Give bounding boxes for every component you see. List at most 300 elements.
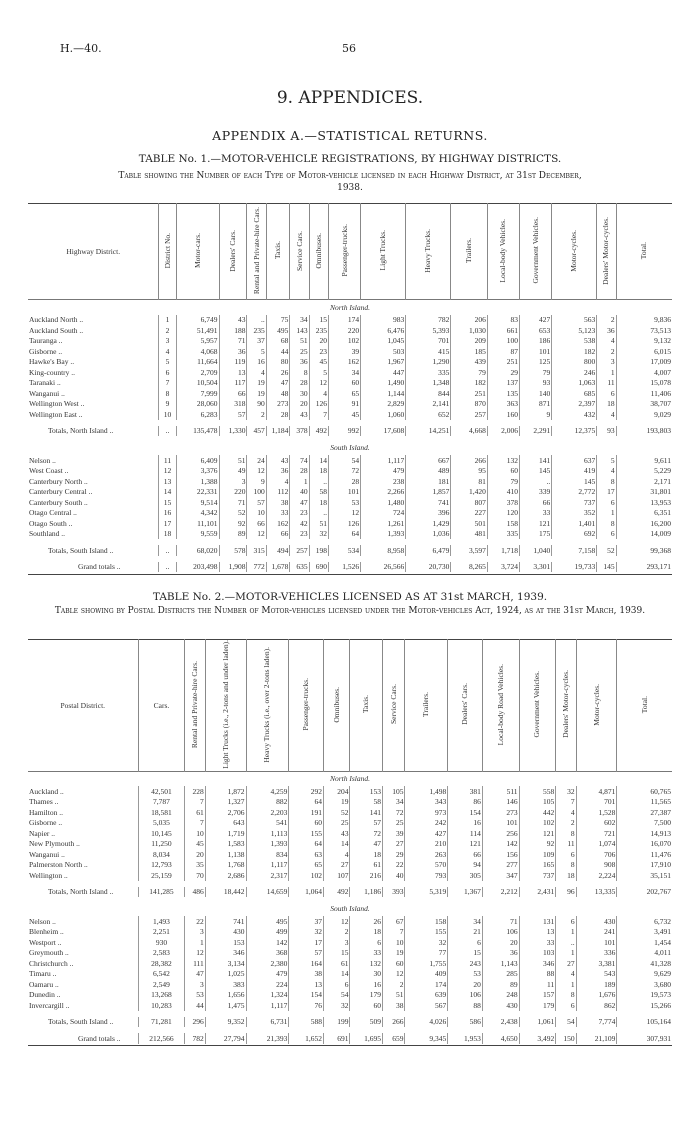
table-cell: 64: [328, 529, 360, 540]
table-cell: 19: [247, 388, 266, 399]
table-cell: 9: [520, 409, 552, 420]
table-cell: 26: [350, 916, 383, 927]
table-cell: 13,335: [576, 887, 617, 898]
table-cell: 7,999: [176, 388, 219, 399]
table-row: [28, 839, 672, 850]
table-cell: 13: [219, 367, 247, 378]
table-cell: 5,319: [405, 887, 448, 898]
table-cell: 383: [205, 979, 246, 990]
table-cell: 1,967: [361, 357, 406, 368]
table-cell: 47: [290, 497, 309, 508]
table-cell: 2,583: [138, 948, 185, 959]
table-cell: 228: [185, 786, 205, 797]
section-label-row: [28, 300, 672, 315]
section-label: North Island.: [329, 302, 370, 312]
table-cell: 79: [487, 476, 519, 487]
column-header-label: Motor-cars.: [192, 232, 202, 269]
table-cell: 578: [219, 545, 247, 556]
table-cell: 66: [219, 388, 247, 399]
table-cell: 43: [323, 828, 349, 839]
table-cell: 667: [406, 455, 451, 466]
table-cell: 11,250: [138, 839, 185, 850]
table-cell: 3: [185, 979, 205, 990]
table-cell: 495: [246, 916, 289, 927]
table-cell: 61: [185, 807, 205, 818]
table-cell: 5: [309, 367, 328, 378]
column-header-label: Dealers' Cars.: [228, 229, 238, 272]
table-cell: 11,476: [617, 849, 672, 860]
section-heading: 9. APPENDICES.: [276, 88, 424, 108]
table-cell: 23: [290, 529, 309, 540]
table-cell: 9,836: [616, 315, 672, 326]
column-header: [247, 204, 266, 300]
table-cell: 126: [328, 518, 360, 529]
table-cell: 165: [519, 860, 556, 871]
page-ref: H.—40.: [60, 42, 102, 55]
table-cell: 13: [289, 979, 324, 990]
table-cell: 3: [219, 476, 247, 487]
table-cell: 643: [205, 818, 246, 829]
table-cell: 652: [406, 409, 451, 420]
table-cell: 52: [219, 508, 247, 519]
column-header-label: Local-body Vehicles.: [498, 218, 508, 283]
table-cell: 2,431: [519, 887, 556, 898]
table-cell: 36: [597, 325, 616, 336]
table-cell: 257: [451, 409, 487, 420]
table-cell: 1: [556, 979, 576, 990]
table-cell: 11: [556, 839, 576, 850]
table-cell: 2,380: [246, 958, 289, 969]
table-cell: Southland ..: [29, 529, 66, 539]
table-cell: 4: [556, 969, 576, 980]
table-cell: 4,259: [246, 786, 289, 797]
table-cell: 80: [266, 357, 290, 368]
table-cell: Nelson ..: [29, 455, 56, 465]
table-cell: 32: [405, 937, 448, 948]
table-cell: 430: [205, 927, 246, 938]
table-cell: 27: [323, 860, 349, 871]
table-cell: West Coast ..: [29, 466, 69, 476]
table-cell: 156: [482, 849, 519, 860]
table-cell: 61: [350, 860, 383, 871]
table-cell: 60: [328, 378, 360, 389]
table-cell: 220: [219, 487, 247, 498]
table-cell: 47: [350, 839, 383, 850]
table-row: [28, 870, 672, 881]
table-cell: 570: [405, 860, 448, 871]
table-cell: 793: [405, 870, 448, 881]
column-header: [482, 640, 519, 772]
table-cell: 2: [323, 927, 349, 938]
table-cell: 12: [383, 969, 405, 980]
table-cell: 141,285: [138, 887, 185, 898]
table-cell: 6: [323, 979, 349, 990]
table-cell: 34: [290, 315, 309, 326]
table-cell: 18: [309, 466, 328, 477]
table-cell: 1,857: [406, 487, 451, 498]
table-cell: 38,707: [616, 399, 672, 410]
table-cell: 701: [406, 336, 451, 347]
table-cell: 1: [556, 927, 576, 938]
table-cell: 28: [290, 378, 309, 389]
table-cell: 415: [406, 346, 451, 357]
table-cell: 14: [323, 839, 349, 850]
table-cell: 21,393: [246, 1033, 289, 1044]
column-header: Cars.: [138, 640, 185, 772]
table-cell: 2,317: [246, 870, 289, 881]
table-cell: 2: [597, 346, 616, 357]
table-cell: 10,283: [138, 1000, 185, 1011]
table-cell: 2: [597, 315, 616, 326]
table-cell: 4: [309, 388, 328, 399]
table-cell: 101: [328, 487, 360, 498]
table-cell: 189: [576, 979, 617, 990]
table-cell: 19,733: [552, 562, 597, 573]
table-cell: 96: [556, 887, 576, 898]
table-row: [28, 336, 672, 347]
table-cell: 5,229: [616, 466, 672, 477]
table-cell: 185: [451, 346, 487, 357]
table-cell: 479: [246, 969, 289, 980]
table-cell: 266: [383, 1017, 405, 1028]
table-cell: 5: [159, 357, 176, 368]
column-header: [289, 640, 324, 772]
table-cell: 14: [159, 487, 176, 498]
table-cell: 396: [406, 508, 451, 519]
table-cell: 24: [247, 455, 266, 466]
table-cell: 32: [323, 1000, 349, 1011]
table-cell: 6: [159, 367, 176, 378]
table-cell: 409: [405, 969, 448, 980]
table-cell: ..: [247, 315, 266, 326]
column-header-label: Service Cars.: [388, 684, 398, 725]
table-cell: 11: [159, 455, 176, 466]
table-cell: 26: [266, 367, 290, 378]
column-header-label: Service Cars.: [294, 230, 304, 271]
table-cell: 35: [185, 860, 205, 871]
table-cell: 4: [323, 849, 349, 860]
table-cell: 6,542: [138, 969, 185, 980]
table-cell: 246: [552, 367, 597, 378]
table-cell: 154: [289, 990, 324, 1001]
table-cell: 378: [487, 497, 519, 508]
total-row: [28, 887, 672, 898]
table-cell: 43: [219, 315, 247, 326]
table-cell: 2,291: [520, 426, 552, 437]
column-header: [616, 204, 672, 300]
table-cell: 25: [323, 818, 349, 829]
table-cell: 72: [350, 828, 383, 839]
table-cell: 8: [159, 388, 176, 399]
total-row: [28, 545, 672, 556]
table-cell: Auckland North ..: [29, 315, 84, 325]
table-cell: ..: [556, 937, 576, 948]
table-cell: 10: [383, 937, 405, 948]
table-cell: ..: [159, 562, 176, 573]
table-cell: 112: [266, 487, 290, 498]
table-cell: 155: [289, 828, 324, 839]
table-cell: 47: [266, 378, 290, 389]
table-cell: 33: [520, 508, 552, 519]
table-cell: 538: [552, 336, 597, 347]
table-cell: 102: [519, 818, 556, 829]
table-cell: Wanganui ..: [29, 849, 65, 859]
table-cell: 27: [383, 839, 405, 850]
table-cell: 36: [482, 948, 519, 959]
table-row: [28, 508, 672, 519]
column-header-label: Government Vehicles.: [530, 217, 540, 284]
column-header: Postal District.: [60, 700, 106, 710]
table-cell: 54: [323, 990, 349, 1001]
table-cell: 77: [405, 948, 448, 959]
table-cell: 17,608: [361, 426, 406, 437]
table-cell: 3,301: [520, 562, 552, 573]
table-cell: 1,117: [246, 860, 289, 871]
table2: [28, 639, 672, 1046]
table-cell: 74: [290, 455, 309, 466]
table-cell: 8: [597, 476, 616, 487]
table-cell: 39: [328, 346, 360, 357]
table-cell: 95: [451, 466, 487, 477]
table-cell: 126: [309, 399, 328, 410]
table-cell: 30: [290, 388, 309, 399]
table-cell: 11,565: [617, 797, 672, 808]
table-cell: 9,029: [616, 409, 672, 420]
table-cell: 65: [289, 860, 324, 871]
table-cell: 2,829: [361, 399, 406, 410]
table-cell: 691: [323, 1033, 349, 1044]
table-cell: 343: [405, 797, 448, 808]
table-cell: 495: [266, 325, 290, 336]
column-header-label: Dealers' Cars.: [460, 683, 470, 726]
column-header: [205, 640, 246, 772]
table-cell: 51,491: [176, 325, 219, 336]
table-cell: 60: [487, 466, 519, 477]
table-cell: 1,040: [520, 545, 552, 556]
table-cell: 1,060: [361, 409, 406, 420]
table-cell: 347: [482, 870, 519, 881]
table-cell: 1,401: [552, 518, 597, 529]
table-cell: 38: [383, 1000, 405, 1011]
table-cell: 12: [309, 378, 328, 389]
table-cell: 2,171: [616, 476, 672, 487]
table-cell: 53: [328, 497, 360, 508]
table-row: [28, 969, 672, 980]
table-cell: 86: [448, 797, 483, 808]
table-cell: 5,035: [138, 818, 185, 829]
table-cell: 1,184: [266, 426, 290, 437]
table-cell: 4: [597, 409, 616, 420]
table-cell: 58: [309, 487, 328, 498]
table-cell: 1,388: [176, 476, 219, 487]
table-cell: Dunedin ..: [29, 990, 61, 1000]
table-cell: 16,200: [616, 518, 672, 529]
table-cell: 40: [383, 870, 405, 881]
table-cell: 14,009: [616, 529, 672, 540]
table-cell: 6,731: [246, 1017, 289, 1028]
table-cell: 25: [290, 346, 309, 357]
table-cell: 17,009: [616, 357, 672, 368]
table-cell: 1,908: [219, 562, 247, 573]
table-cell: 12: [185, 948, 205, 959]
table-row: [28, 325, 672, 336]
table-cell: 9,559: [176, 529, 219, 540]
column-header-label: Trailers.: [464, 238, 474, 263]
table-cell: 1,526: [328, 562, 360, 573]
table-cell: 701: [576, 797, 617, 808]
table-cell: 7: [383, 927, 405, 938]
table-cell: 511: [482, 786, 519, 797]
column-header: [328, 204, 360, 300]
table-cell: 12,375: [552, 426, 597, 437]
table-cell: 419: [552, 466, 597, 477]
table-cell: 241: [576, 927, 617, 938]
table-cell: 15,266: [617, 1000, 672, 1011]
table-cell: 543: [576, 969, 617, 980]
table2-subtitle: Table showing by Postal Districts the Number of Motor-vehicles licensed under the Motor-vehicles Act, 1924, as at the 31st March, 1939.: [54, 606, 646, 616]
table-row: [28, 367, 672, 378]
table-cell: 162: [328, 357, 360, 368]
table-row: [28, 357, 672, 368]
table-cell: Wellington ..: [29, 870, 68, 880]
column-header-label: Motor-cycles.: [591, 683, 601, 726]
table-cell: 72: [383, 807, 405, 818]
table-cell: 16: [159, 508, 176, 519]
table-cell: 1,348: [406, 378, 451, 389]
table-cell: 973: [405, 807, 448, 818]
table-cell: 285: [482, 969, 519, 980]
table-cell: 12: [247, 466, 266, 477]
table-cell: 71,281: [138, 1017, 185, 1028]
table-cell: 93: [520, 378, 552, 389]
table-cell: 35,151: [617, 870, 672, 881]
table-cell: 12,793: [138, 860, 185, 871]
table-cell: 8,034: [138, 849, 185, 860]
table-cell: 18,581: [138, 807, 185, 818]
table-cell: 430: [482, 1000, 519, 1011]
table-cell: 489: [406, 466, 451, 477]
column-header: [290, 204, 309, 300]
table-row: [28, 497, 672, 508]
table-cell: 908: [576, 860, 617, 871]
table-cell: 103: [519, 948, 556, 959]
table-cell: 637: [552, 455, 597, 466]
column-header: [176, 204, 219, 300]
table-cell: 52: [323, 807, 349, 818]
table-cell: 33: [519, 937, 556, 948]
table-cell: 4,650: [482, 1033, 519, 1044]
table-cell: Invercargill ..: [29, 1000, 70, 1010]
table-cell: ..: [159, 545, 176, 556]
table-cell: 296: [185, 1017, 205, 1028]
column-header-label: Passenger-trucks.: [301, 678, 311, 731]
table-cell: 266: [451, 455, 487, 466]
table-cell: 1,498: [405, 786, 448, 797]
table-cell: 2: [383, 979, 405, 990]
table-cell: 2: [556, 818, 576, 829]
table-cell: 73,513: [616, 325, 672, 336]
table-cell: 54: [556, 1017, 576, 1028]
table-cell: 724: [361, 508, 406, 519]
table-cell: 2,141: [406, 399, 451, 410]
table-cell: ..: [520, 476, 552, 487]
table-cell: 6: [597, 497, 616, 508]
table-cell: Timaru ..: [29, 969, 57, 979]
table-cell: 1,117: [246, 1000, 289, 1011]
table-cell: 34: [383, 797, 405, 808]
column-header-label: Local-body Road Vehicles.: [495, 663, 505, 746]
table-cell: 7: [309, 409, 328, 420]
table-cell: 12: [247, 529, 266, 540]
table-cell: Napier ..: [29, 828, 56, 838]
table-cell: 212,566: [138, 1033, 185, 1044]
table-cell: 153: [350, 786, 383, 797]
table-cell: 15: [448, 948, 483, 959]
table-cell: 121: [448, 839, 483, 850]
table-cell: 199: [323, 1017, 349, 1028]
table-cell: 33: [266, 508, 290, 519]
table-cell: 28: [328, 476, 360, 487]
table-cell: 145: [597, 562, 616, 573]
table-cell: 782: [185, 1033, 205, 1044]
table-cell: 102: [289, 870, 324, 881]
table-cell: 19: [247, 378, 266, 389]
table-cell: 1: [597, 367, 616, 378]
table-cell: 105: [519, 797, 556, 808]
column-header-label: Rental and Private-hire Cars.: [190, 660, 200, 748]
table-cell: Auckland South ..: [29, 325, 84, 335]
table-cell: 1,583: [205, 839, 246, 850]
table-cell: 1,490: [361, 378, 406, 389]
table-cell: 1,429: [406, 518, 451, 529]
table-cell: 16: [247, 357, 266, 368]
column-header-label: District No.: [162, 232, 172, 269]
table-cell: 2: [159, 325, 176, 336]
table-cell: 45: [185, 839, 205, 850]
table-cell: Westport ..: [29, 937, 62, 947]
table-row: [28, 860, 672, 871]
table-row: [28, 807, 672, 818]
table-cell: 4: [159, 346, 176, 357]
table-cell: 1,420: [451, 487, 487, 498]
column-header: [448, 640, 483, 772]
table-cell: 92: [519, 839, 556, 850]
table-cell: 586: [448, 1017, 483, 1028]
table-cell: 71: [219, 497, 247, 508]
table-cell: 534: [328, 545, 360, 556]
table-cell: 23: [290, 508, 309, 519]
table-cell: 2,709: [176, 367, 219, 378]
table-cell: 1,063: [552, 378, 597, 389]
table-cell: 164: [289, 958, 324, 969]
table-cell: 772: [247, 562, 266, 573]
table-cell: 105,164: [617, 1017, 672, 1028]
table-cell: 63: [289, 849, 324, 860]
table-cell: 2,397: [552, 399, 597, 410]
table-cell: 251: [451, 388, 487, 399]
table-row: [28, 466, 672, 477]
table-cell: 2,686: [205, 870, 246, 881]
table-cell: 336: [576, 948, 617, 959]
table-cell: 479: [361, 466, 406, 477]
table-cell: 45: [309, 357, 328, 368]
table-cell: 66: [247, 518, 266, 529]
table-cell: 4,871: [576, 786, 617, 797]
table-cell: 100: [247, 487, 266, 498]
table-row: [28, 786, 672, 797]
table-row: [28, 937, 672, 948]
section-label-row: [28, 771, 672, 786]
